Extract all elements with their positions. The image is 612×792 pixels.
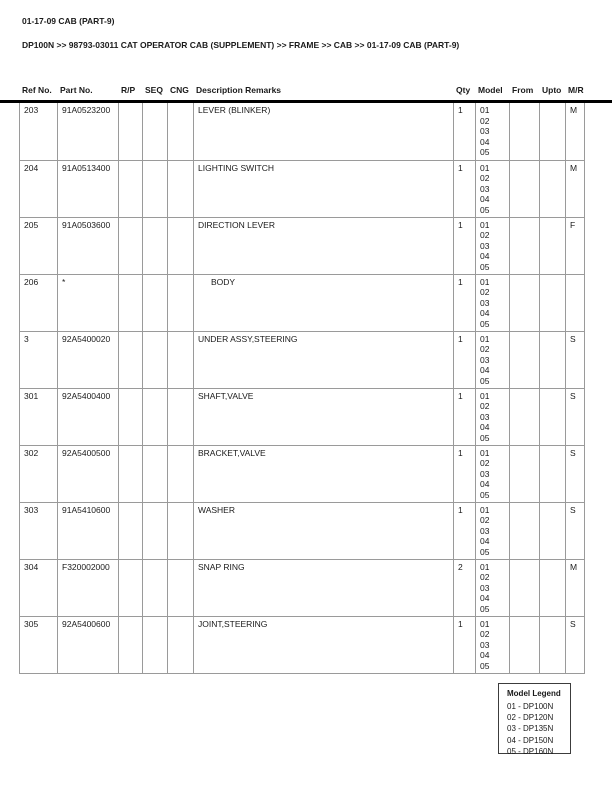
upto-cell [540,502,566,559]
column-header: Qty [456,85,471,95]
cng-cell [168,331,194,388]
upto-cell [540,445,566,502]
part-no-cell: 91A0523200 [58,103,119,160]
model-code: 01 [480,561,490,572]
column-header: From [512,85,534,95]
part-no-cell: 92A5400500 [58,445,119,502]
model-legend-item: 02 - DP120N [507,713,554,723]
model-code: 02 [480,230,490,241]
cng-cell [168,616,194,673]
seq-cell [143,616,168,673]
model-code: 01 [480,618,490,629]
model-code: 02 [480,629,490,640]
ref-no-cell: 206 [20,274,58,331]
table-row [20,217,585,274]
description-cell: DIRECTION LEVER [194,217,454,274]
model-code: 03 [480,354,490,365]
qty-cell: 1 [454,502,476,559]
model-code: 05 [480,432,490,443]
column-header: Description Remarks [196,85,282,95]
rp-cell [119,217,143,274]
mr-cell: S [566,331,585,388]
upto-cell [540,217,566,274]
part-no-cell: 92A5400600 [58,616,119,673]
rp-cell [119,559,143,616]
upto-cell [540,616,566,673]
model-code: 03 [480,639,490,650]
model-legend-title: Model Legend [507,689,561,698]
model-code: 04 [480,422,490,433]
mr-cell: F [566,217,585,274]
mr-cell: M [566,160,585,217]
qty-cell: 1 [454,388,476,445]
qty-cell: 1 [454,217,476,274]
seq-cell [143,388,168,445]
model-code: 02 [480,572,490,583]
column-header: Model [478,85,503,95]
cng-cell [168,274,194,331]
rp-cell [119,445,143,502]
model-code: 03 [480,525,490,536]
model-code: 03 [480,183,490,194]
model-code: 05 [480,147,490,158]
description-cell: BRACKET,VALVE [194,445,454,502]
seq-cell [143,274,168,331]
description-cell: UNDER ASSY,STEERING [194,331,454,388]
model-code: 05 [480,546,490,557]
model-code: 04 [480,136,490,147]
from-cell [510,616,540,673]
part-no-cell: * [58,274,119,331]
from-cell [510,502,540,559]
rp-cell [119,331,143,388]
model-code: 04 [480,251,490,262]
ref-no-cell: 203 [20,103,58,160]
model-code: 03 [480,582,490,593]
model-code: 03 [480,468,490,479]
model-cell [476,559,510,616]
model-cell [476,274,510,331]
cng-cell [168,559,194,616]
model-code: 03 [480,240,490,251]
breadcrumb: DP100N >> 98793-03011 CAT OPERATOR CAB (SUPPLEMENT) >> FRAME >> CAB >> 01-17-09 CAB (PART-9) [22,40,460,50]
model-code: 01 [480,390,490,401]
rp-cell [119,160,143,217]
model-code: 05 [480,375,490,386]
model-code: 02 [480,344,490,355]
model-code: 03 [480,297,490,308]
ref-no-cell: 3 [20,331,58,388]
seq-cell [143,160,168,217]
cng-cell [168,445,194,502]
cng-cell [168,388,194,445]
ref-no-cell: 302 [20,445,58,502]
column-header: Ref No. [22,85,52,95]
model-cell [476,331,510,388]
ref-no-cell: 204 [20,160,58,217]
upto-cell [540,331,566,388]
column-header: Part No. [60,85,93,95]
upto-cell [540,388,566,445]
qty-cell: 1 [454,331,476,388]
model-code: 01 [480,105,490,115]
description-cell: SHAFT,VALVE [194,388,454,445]
seq-cell [143,103,168,160]
part-no-cell: 92A5400400 [58,388,119,445]
model-cell [476,160,510,217]
model-code: 01 [480,447,490,458]
description-cell: LIGHTING SWITCH [194,160,454,217]
seq-cell [143,445,168,502]
model-code: 04 [480,308,490,319]
model-legend-items [507,701,568,757]
model-code: 05 [480,603,490,614]
rp-cell [119,103,143,160]
mr-cell: S [566,616,585,673]
cng-cell [168,502,194,559]
part-no-cell: 91A0513400 [58,160,119,217]
part-no-cell: 92A5400020 [58,331,119,388]
model-code: 01 [480,276,490,287]
cng-cell [168,217,194,274]
from-cell [510,388,540,445]
mr-cell: M [566,103,585,160]
mr-cell: S [566,388,585,445]
page-title: 01-17-09 CAB (PART-9) [22,16,115,26]
cng-cell [168,103,194,160]
model-cell [476,103,510,160]
upto-cell [540,274,566,331]
column-header: R/P [121,85,136,95]
column-header: CNG [170,85,189,95]
model-code: 02 [480,287,490,298]
rp-cell [119,274,143,331]
model-legend-item: 01 - DP100N [507,702,554,711]
model-code: 02 [480,173,490,184]
seq-cell [143,217,168,274]
table-row [20,559,585,616]
table-row [20,502,585,559]
qty-cell: 1 [454,274,476,331]
model-cell [476,616,510,673]
description-cell: SNAP RING [194,559,454,616]
model-code: 01 [480,219,490,230]
description-cell: BODY [194,274,454,331]
model-cell [476,217,510,274]
cng-cell [168,160,194,217]
part-no-cell: F320002000 [58,559,119,616]
model-code: 04 [480,365,490,376]
seq-cell [143,559,168,616]
from-cell [510,559,540,616]
model-code: 04 [480,536,490,547]
model-code: 01 [480,504,490,515]
model-legend-item: 04 - DP150N [507,735,554,745]
model-cell [476,445,510,502]
ref-no-cell: 304 [20,559,58,616]
model-code: 05 [480,660,490,671]
qty-cell: 1 [454,160,476,217]
model-code: 02 [480,115,490,126]
from-cell [510,160,540,217]
mr-cell: S [566,502,585,559]
model-code: 05 [480,261,490,272]
table-row [20,388,585,445]
model-code: 02 [480,515,490,526]
description-cell: WASHER [194,502,454,559]
ref-no-cell: 303 [20,502,58,559]
model-code: 05 [480,489,490,500]
from-cell [510,103,540,160]
from-cell [510,445,540,502]
model-code: 01 [480,333,490,344]
rp-cell [119,388,143,445]
model-code: 03 [480,411,490,422]
model-code: 02 [480,401,490,412]
table-row [20,274,585,331]
table-row [20,616,585,673]
from-cell [510,331,540,388]
description-cell: JOINT,STEERING [194,616,454,673]
model-code: 04 [480,593,490,604]
model-code: 05 [480,318,490,329]
part-no-cell: 91A5410600 [58,502,119,559]
qty-cell: 1 [454,616,476,673]
table-row [20,331,585,388]
upto-cell [540,103,566,160]
model-legend-item: 03 - DP135N [507,724,554,734]
mr-cell [566,274,585,331]
ref-no-cell: 205 [20,217,58,274]
description-cell: LEVER (BLINKER) [194,103,454,160]
ref-no-cell: 305 [20,616,58,673]
upto-cell [540,559,566,616]
model-code: 05 [480,204,490,215]
qty-cell: 1 [454,103,476,160]
mr-cell: M [566,559,585,616]
parts-table [19,103,585,674]
rp-cell [119,502,143,559]
table-header-row [19,85,584,95]
from-cell [510,217,540,274]
table-row [20,445,585,502]
model-legend [498,683,571,754]
model-legend-item: 05 - DP160N [507,746,554,756]
model-code: 04 [480,194,490,205]
model-code: 04 [480,479,490,490]
seq-cell [143,331,168,388]
column-header: Upto [542,85,562,95]
model-code: 04 [480,650,490,661]
qty-cell: 2 [454,559,476,616]
model-code: 02 [480,458,490,469]
ref-no-cell: 301 [20,388,58,445]
model-cell [476,502,510,559]
column-header: SEQ [145,85,163,95]
from-cell [510,274,540,331]
mr-cell: S [566,445,585,502]
column-header: M/R [568,85,584,95]
upto-cell [540,160,566,217]
model-code: 01 [480,162,490,173]
table-row [20,160,585,217]
model-cell [476,388,510,445]
table-row [20,103,585,160]
rp-cell [119,616,143,673]
qty-cell: 1 [454,445,476,502]
model-code: 03 [480,126,490,137]
seq-cell [143,502,168,559]
part-no-cell: 91A0503600 [58,217,119,274]
